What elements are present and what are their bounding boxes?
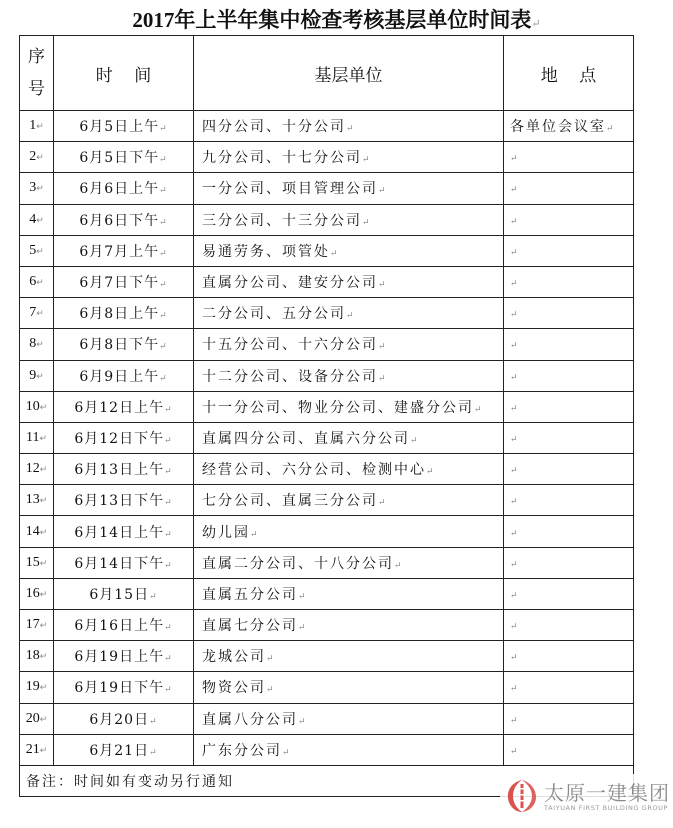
cell-time [54, 516, 194, 547]
cell-place [504, 578, 634, 609]
cell-unit-text: 十二分公司、设备分公司 [202, 368, 378, 385]
cell-time-text: 6月5日下午 [79, 150, 160, 167]
cell-time-text: 6月8日下午 [79, 337, 160, 354]
note-text: 备注：时间如有变动另行通知 [20, 765, 634, 796]
paragraph-mark-icon: ↵ [36, 308, 44, 319]
paragraph-mark-icon: ↵ [39, 401, 48, 412]
cell-seq [20, 454, 54, 485]
cell-time [54, 641, 194, 672]
cell-unit-text: 直属四分公司、直属六分公司 [202, 430, 410, 447]
cell-seq [20, 111, 54, 142]
paragraph-mark-icon: ↵ [164, 685, 173, 696]
cell-seq-text: 4 [29, 211, 37, 227]
paragraph-mark-icon: ↵ [36, 245, 44, 256]
cell-unit [194, 610, 504, 641]
company-name-cn: 太原一建集团 [544, 781, 670, 805]
schedule-table [19, 35, 634, 797]
cell-seq-text: 13 [25, 492, 40, 508]
cell-seq-text: 19 [25, 679, 40, 695]
paragraph-mark-icon: ↵ [410, 435, 420, 446]
paragraph-mark-icon: ↵ [346, 311, 356, 322]
header-unit: 基层单位 [194, 36, 504, 111]
cell-unit-text: 三分公司、十三分公司 [202, 212, 362, 229]
cell-place [504, 173, 634, 204]
cell-place [504, 454, 634, 485]
cell-time-text: 6月9日上午 [79, 368, 160, 385]
paragraph-mark-icon: ↵ [531, 18, 541, 30]
cell-time-text: 6月19日下午 [74, 680, 165, 697]
cell-seq [20, 204, 54, 235]
table-row [20, 422, 634, 453]
paragraph-mark-icon: ↵ [164, 623, 173, 634]
table-row [20, 485, 634, 516]
cell-unit-text: 经营公司、六分公司、检测中心 [202, 462, 426, 479]
paragraph-mark-icon: ↵ [510, 559, 520, 570]
cell-time [54, 703, 194, 734]
paragraph-mark-icon: ↵ [39, 432, 48, 443]
cell-time-text: 6月16日上午 [74, 618, 165, 635]
cell-time [54, 578, 194, 609]
cell-unit [194, 422, 504, 453]
paragraph-mark-icon: ↵ [164, 467, 173, 478]
paragraph-mark-icon: ↵ [149, 747, 158, 758]
paragraph-mark-icon: ↵ [39, 651, 48, 662]
company-name-en: TAIYUAN FIRST BUILDING GROUP [544, 804, 669, 812]
header-seq [20, 36, 54, 111]
paragraph-mark-icon: ↵ [510, 622, 520, 633]
cell-seq [20, 641, 54, 672]
paragraph-mark-icon: ↵ [510, 528, 520, 539]
cell-time [54, 173, 194, 204]
paragraph-mark-icon: ↵ [378, 280, 388, 291]
cell-seq [20, 142, 54, 173]
cell-seq [20, 329, 54, 360]
cell-unit [194, 641, 504, 672]
cell-unit [194, 235, 504, 266]
cell-place [504, 142, 634, 173]
cell-seq [20, 235, 54, 266]
cell-seq-text: 2 [29, 149, 37, 165]
cell-unit [194, 360, 504, 391]
cell-place [504, 703, 634, 734]
paragraph-mark-icon: ↵ [266, 654, 276, 665]
cell-time-text: 6月6日下午 [79, 212, 160, 229]
cell-unit-text: 幼儿园 [202, 524, 250, 541]
cell-seq-text: 7 [29, 305, 37, 321]
cell-unit [194, 485, 504, 516]
table-row [20, 672, 634, 703]
paragraph-mark-icon: ↵ [159, 280, 168, 291]
paragraph-mark-icon: ↵ [510, 372, 520, 383]
cell-unit [194, 391, 504, 422]
header-seq-top: 序 [28, 47, 45, 67]
paragraph-mark-icon: ↵ [510, 653, 520, 664]
cell-place [504, 298, 634, 329]
table-row [20, 360, 634, 391]
paragraph-mark-icon: ↵ [164, 654, 173, 665]
cell-unit-text: 七分公司、直属三分公司 [202, 493, 378, 510]
cell-unit [194, 516, 504, 547]
company-emblem-icon [506, 778, 538, 814]
paragraph-mark-icon: ↵ [39, 526, 48, 537]
cell-unit [194, 672, 504, 703]
table-row [20, 142, 634, 173]
paragraph-mark-icon: ↵ [159, 248, 168, 259]
paragraph-mark-icon: ↵ [510, 715, 520, 726]
paragraph-mark-icon: ↵ [510, 497, 520, 508]
cell-time [54, 672, 194, 703]
cell-unit-text: 十一分公司、物业分公司、建盛分公司 [202, 399, 474, 416]
paragraph-mark-icon: ↵ [39, 682, 48, 693]
cell-unit [194, 703, 504, 734]
cell-place [504, 266, 634, 297]
paragraph-mark-icon: ↵ [159, 155, 168, 166]
table-row [20, 578, 634, 609]
cell-unit [194, 266, 504, 297]
paragraph-mark-icon: ↵ [36, 183, 44, 194]
cell-place [504, 547, 634, 578]
cell-seq-text: 18 [25, 648, 40, 664]
table-row [20, 516, 634, 547]
paragraph-mark-icon: ↵ [159, 373, 168, 384]
table-row [20, 329, 634, 360]
paragraph-mark-icon: ↵ [164, 435, 173, 446]
header-seq-bottom: 号 [28, 79, 45, 99]
paragraph-mark-icon: ↵ [298, 591, 308, 602]
paragraph-mark-icon: ↵ [39, 713, 48, 724]
cell-seq [20, 360, 54, 391]
paragraph-mark-icon: ↵ [298, 716, 308, 727]
cell-seq [20, 703, 54, 734]
cell-time-text: 6月6日上午 [79, 181, 160, 198]
cell-unit-text: 四分公司、十分公司 [202, 119, 346, 136]
cell-seq [20, 422, 54, 453]
paragraph-mark-icon: ↵ [250, 529, 260, 540]
paragraph-mark-icon: ↵ [510, 746, 520, 757]
cell-unit [194, 298, 504, 329]
paragraph-mark-icon: ↵ [164, 498, 173, 509]
cell-time [54, 391, 194, 422]
header-place: 地 点 [504, 36, 634, 111]
paragraph-mark-icon: ↵ [159, 342, 168, 353]
cell-time-text: 6月12日上午 [74, 399, 165, 416]
cell-time-text: 6月14日下午 [74, 555, 165, 572]
paragraph-mark-icon: ↵ [330, 248, 340, 259]
cell-time [54, 485, 194, 516]
paragraph-mark-icon: ↵ [510, 185, 520, 196]
table-header-row [20, 36, 634, 111]
table-row [20, 703, 634, 734]
table-row [20, 173, 634, 204]
paragraph-mark-icon: ↵ [510, 403, 520, 414]
cell-seq-text: 21 [25, 741, 40, 757]
cell-unit [194, 547, 504, 578]
cell-time [54, 111, 194, 142]
paragraph-mark-icon: ↵ [164, 560, 173, 571]
paragraph-mark-icon: ↵ [510, 590, 520, 601]
paragraph-mark-icon: ↵ [36, 370, 44, 381]
cell-place [504, 422, 634, 453]
paragraph-mark-icon: ↵ [159, 311, 168, 322]
paragraph-mark-icon: ↵ [39, 588, 48, 599]
cell-place [504, 204, 634, 235]
paragraph-mark-icon: ↵ [378, 373, 388, 384]
paragraph-mark-icon: ↵ [378, 498, 388, 509]
document-title [0, 4, 673, 34]
cell-place [504, 360, 634, 391]
paragraph-mark-icon: ↵ [474, 404, 484, 415]
cell-unit [194, 142, 504, 173]
cell-time-text: 6月14日上午 [74, 524, 165, 541]
paragraph-mark-icon: ↵ [164, 529, 173, 540]
table-row [20, 641, 634, 672]
cell-seq-text: 9 [29, 367, 37, 383]
cell-seq-text: 14 [25, 523, 40, 539]
cell-place [504, 111, 634, 142]
cell-unit-text: 九分公司、十七分公司 [202, 150, 362, 167]
paragraph-mark-icon: ↵ [39, 620, 48, 631]
cell-seq [20, 547, 54, 578]
cell-unit-text: 二分公司、五分公司 [202, 306, 346, 323]
cell-seq [20, 485, 54, 516]
cell-place [504, 672, 634, 703]
cell-seq-text: 3 [29, 180, 37, 196]
cell-unit-text: 十五分公司、十六分公司 [202, 337, 378, 354]
cell-seq-text: 6 [29, 274, 37, 290]
cell-seq [20, 173, 54, 204]
paragraph-mark-icon: ↵ [159, 217, 168, 228]
cell-time-text: 6月8日上午 [79, 306, 160, 323]
cell-seq-text: 15 [25, 554, 40, 570]
cell-unit-text: 直属分公司、建安分公司 [202, 275, 378, 292]
table-row [20, 454, 634, 485]
paragraph-mark-icon: ↵ [39, 557, 48, 568]
cell-seq [20, 578, 54, 609]
paragraph-mark-icon: ↵ [510, 310, 520, 321]
paragraph-mark-icon: ↵ [36, 277, 44, 288]
paragraph-mark-icon: ↵ [36, 339, 44, 350]
cell-place [504, 641, 634, 672]
paragraph-mark-icon: ↵ [39, 464, 48, 475]
cell-time [54, 610, 194, 641]
cell-unit [194, 204, 504, 235]
cell-time [54, 235, 194, 266]
cell-unit-text: 直属五分公司 [202, 586, 298, 603]
table-row [20, 111, 634, 142]
paragraph-mark-icon: ↵ [346, 124, 356, 135]
cell-time-text: 6月19日上午 [74, 649, 165, 666]
cell-unit-text: 广东分公司 [202, 742, 282, 759]
cell-time-text: 6月7月上午 [79, 243, 160, 260]
cell-unit [194, 173, 504, 204]
cell-place [504, 485, 634, 516]
paragraph-mark-icon: ↵ [426, 467, 436, 478]
cell-seq-text: 12 [25, 461, 40, 477]
cell-time-text: 6月7日下午 [79, 275, 160, 292]
table-row [20, 298, 634, 329]
table-row [20, 391, 634, 422]
table-row [20, 547, 634, 578]
cell-unit-text: 直属七分公司 [202, 618, 298, 635]
cell-time [54, 142, 194, 173]
table-row [20, 734, 634, 765]
cell-time [54, 266, 194, 297]
table-row [20, 204, 634, 235]
cell-seq [20, 734, 54, 765]
cell-unit [194, 734, 504, 765]
company-logo [500, 774, 670, 818]
paragraph-mark-icon: ↵ [149, 591, 158, 602]
cell-place [504, 610, 634, 641]
cell-unit-text: 一分公司、项目管理公司 [202, 181, 378, 198]
cell-unit [194, 454, 504, 485]
cell-time-text: 6月13日下午 [74, 493, 165, 510]
cell-unit-text: 直属八分公司 [202, 711, 298, 728]
paragraph-mark-icon: ↵ [362, 217, 372, 228]
paragraph-mark-icon: ↵ [510, 684, 520, 695]
cell-unit [194, 578, 504, 609]
paragraph-mark-icon: ↵ [510, 341, 520, 352]
paragraph-mark-icon: ↵ [510, 434, 520, 445]
paragraph-mark-icon: ↵ [164, 404, 173, 415]
cell-seq-text: 17 [25, 617, 40, 633]
header-time: 时 间 [54, 36, 194, 111]
cell-time [54, 454, 194, 485]
paragraph-mark-icon: ↵ [510, 466, 520, 477]
paragraph-mark-icon: ↵ [298, 623, 308, 634]
cell-time [54, 547, 194, 578]
cell-seq-text: 16 [25, 585, 40, 601]
paragraph-mark-icon: ↵ [378, 342, 388, 353]
cell-seq-text: 20 [25, 710, 40, 726]
paragraph-mark-icon: ↵ [510, 154, 520, 165]
cell-seq [20, 516, 54, 547]
cell-place [504, 235, 634, 266]
paragraph-mark-icon: ↵ [159, 186, 168, 197]
cell-seq-text: 10 [25, 398, 40, 414]
paragraph-mark-icon: ↵ [39, 744, 48, 755]
paragraph-mark-icon: ↵ [36, 214, 44, 225]
cell-unit-text: 易通劳务、项管处 [202, 243, 330, 260]
cell-seq [20, 391, 54, 422]
cell-time [54, 360, 194, 391]
cell-time-text: 6月5日上午 [79, 119, 160, 136]
cell-place [504, 329, 634, 360]
cell-seq [20, 298, 54, 329]
title-text: 2017年上半年集中检查考核基层单位时间表 [132, 8, 532, 32]
cell-seq-text: 11 [25, 429, 40, 445]
cell-seq [20, 266, 54, 297]
cell-time-text: 6月13日上午 [74, 462, 165, 479]
cell-seq-text: 5 [29, 242, 37, 258]
table-row [20, 266, 634, 297]
cell-place-text: 各单位会议室 [510, 119, 606, 136]
paragraph-mark-icon: ↵ [394, 560, 404, 571]
cell-seq-text: 8 [29, 336, 37, 352]
cell-unit [194, 329, 504, 360]
cell-time [54, 204, 194, 235]
paragraph-mark-icon: ↵ [36, 121, 44, 132]
paragraph-mark-icon: ↵ [378, 186, 388, 197]
cell-time [54, 329, 194, 360]
cell-time-text: 6月12日下午 [74, 430, 165, 447]
cell-place [504, 391, 634, 422]
paragraph-mark-icon: ↵ [510, 279, 520, 290]
paragraph-mark-icon: ↵ [149, 716, 158, 727]
cell-unit-text: 物资公司 [202, 680, 266, 697]
table-row [20, 610, 634, 641]
cell-time-text: 6月21日 [89, 742, 150, 759]
paragraph-mark-icon: ↵ [39, 495, 48, 506]
cell-place [504, 734, 634, 765]
cell-time-text: 6月20日 [89, 711, 150, 728]
paragraph-mark-icon: ↵ [282, 747, 292, 758]
cell-time-text: 6月15日 [89, 586, 150, 603]
cell-seq [20, 610, 54, 641]
cell-seq [20, 672, 54, 703]
paragraph-mark-icon: ↵ [606, 124, 616, 135]
table-row [20, 235, 634, 266]
cell-unit-text: 龙城公司 [202, 649, 266, 666]
paragraph-mark-icon: ↵ [510, 247, 520, 258]
cell-place [504, 516, 634, 547]
cell-time [54, 734, 194, 765]
cell-time [54, 298, 194, 329]
cell-unit-text: 直属二分公司、十八分公司 [202, 555, 394, 572]
paragraph-mark-icon: ↵ [36, 152, 44, 163]
paragraph-mark-icon: ↵ [362, 155, 372, 166]
paragraph-mark-icon: ↵ [159, 124, 168, 135]
cell-unit [194, 111, 504, 142]
cell-seq-text: 1 [29, 118, 37, 134]
paragraph-mark-icon: ↵ [510, 216, 520, 227]
paragraph-mark-icon: ↵ [266, 685, 276, 696]
cell-time [54, 422, 194, 453]
